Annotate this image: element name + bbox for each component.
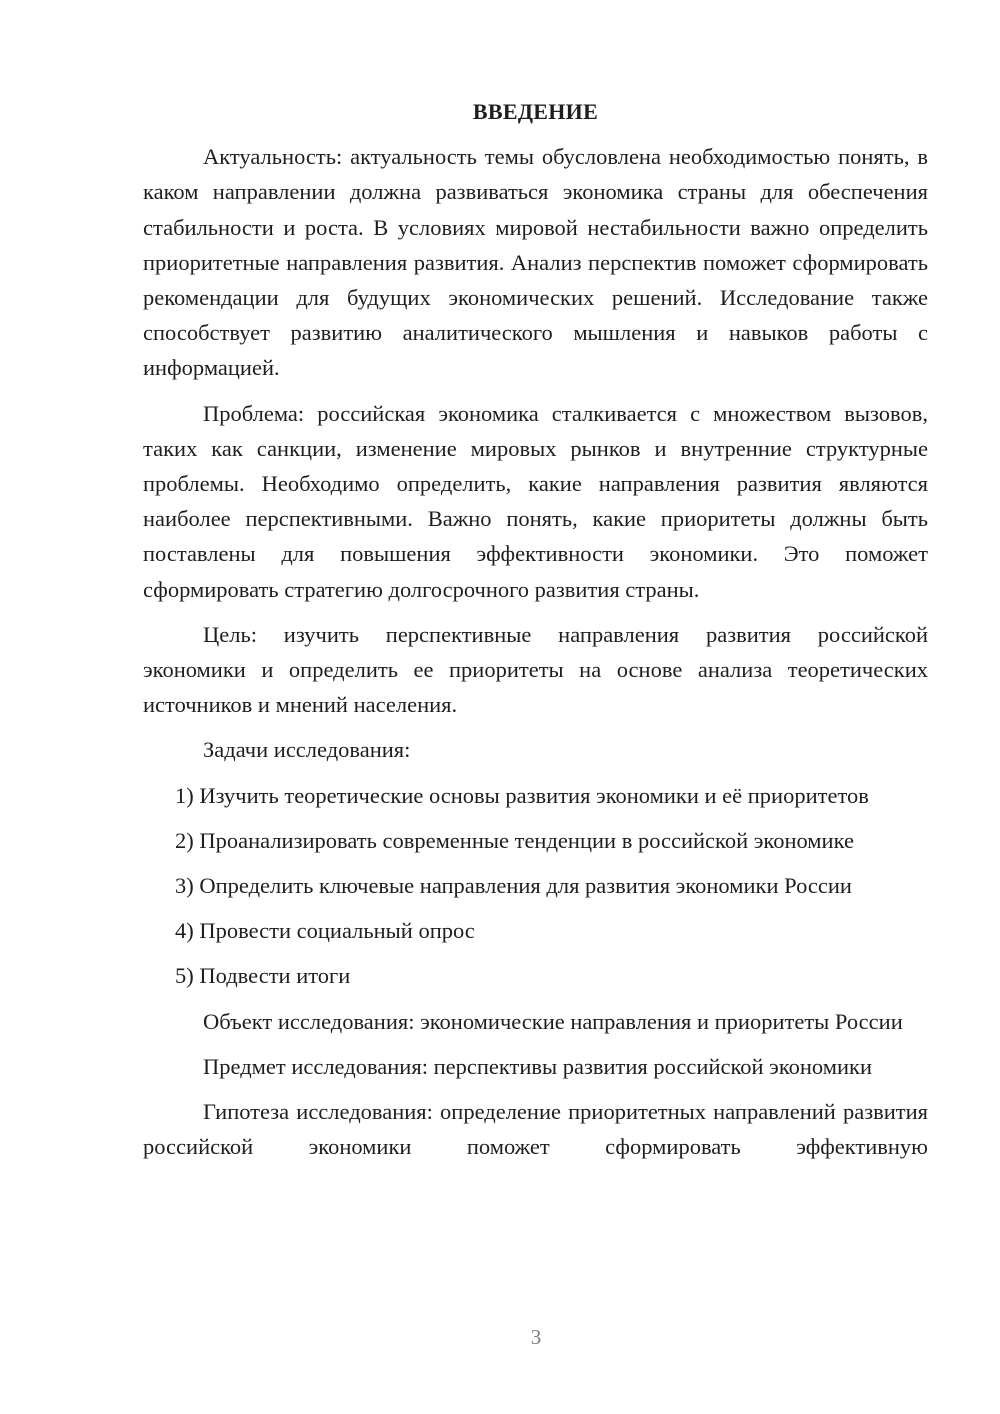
page-content (143, 94, 928, 1164)
hypothesis-paragraph: Гипотеза исследования: определение приоритетных направлений развития российской экономики поможет сформировать эффективную (143, 1099, 928, 1160)
task-item-5: 5) Подвести итоги (175, 963, 351, 989)
goal-paragraph: Цель: изучить перспективные направления развития российской экономики и определить ее приоритеты на основе анализа теоретических источников и мнений населения. (143, 621, 928, 718)
page-number: 3 (530, 1325, 542, 1349)
relevance-paragraph: Актуальность: актуальность темы обусловлена необходимостью понять, в каком направлении должна развиваться экономика страны для обеспечения стабильности и роста. В условиях мировой нестабильности важно определить приоритетные направления развития. Анализ перспектив поможет сформировать рекомендации для будущих экономических решений. Исследование также способствует развитию аналитического мышления и навыков работы с информацией. (143, 144, 928, 381)
task-item-3: 3) Определить ключевые направления для развития экономики России (175, 873, 852, 899)
task-item-4: 4) Провести социальный опрос (175, 918, 475, 944)
task-item-1: 1) Изучить теоретические основы развития экономики и её приоритетов (175, 782, 869, 808)
tasks-heading: Задачи исследования: (203, 737, 411, 763)
problem-paragraph: Проблема: российская экономика сталкивается с множеством вызовов, таких как санкции, изменение мировых рынков и внутренние структурные проблемы. Необходимо определить, какие направления развития являются наиболее перспективными. Важно понять, какие приоритеты должны быть поставлены для повышения эффективности экономики. Это поможет сформировать стратегию долгосрочного развития страны. (143, 400, 928, 602)
object-paragraph: Объект исследования: экономические направления и приоритеты России (203, 1008, 903, 1034)
subject-paragraph: Предмет исследования: перспективы развития российской экономики (203, 1053, 872, 1079)
task-item-2: 2) Проанализировать современные тенденции в российской экономике (175, 827, 854, 853)
section-title: ВВЕДЕНИЕ (472, 99, 599, 124)
